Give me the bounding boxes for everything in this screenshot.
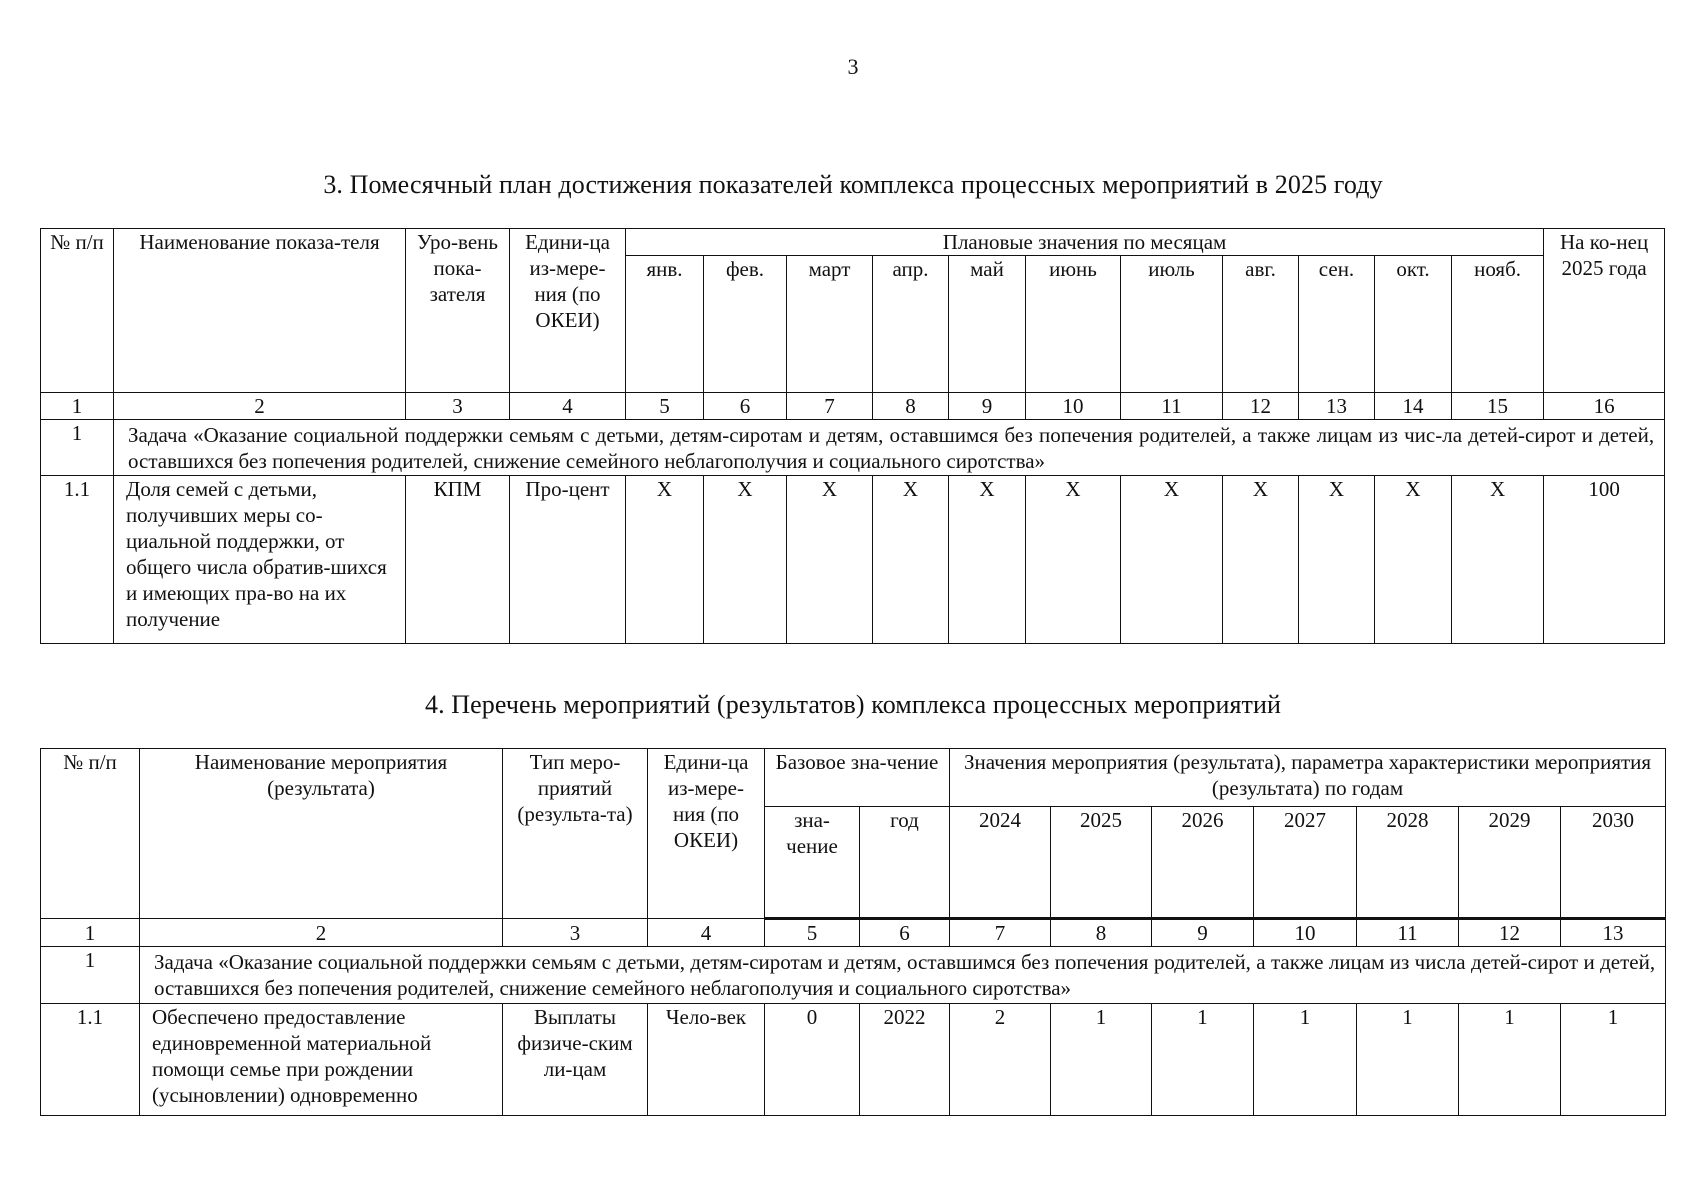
monthly-value: X [1299,476,1375,644]
header-month: окт. [1375,256,1452,393]
column-number: 9 [1152,919,1254,947]
header-row-top [41,749,1666,807]
task-row [41,947,1666,1004]
column-number: 12 [1459,919,1561,947]
header-year: 2030 [1561,807,1666,919]
header-month: сен. [1299,256,1375,393]
column-number: 1 [41,393,114,420]
column-number: 12 [1223,393,1299,420]
column-number: 2 [140,919,503,947]
monthly-value: X [787,476,873,644]
column-number: 9 [949,393,1026,420]
task-text: Задача «Оказание социальной поддержки семьям с детьми, детям-сиротам и детям, оставшимся без попечения родителей, а также лицам из чис-ла детей-сирот и детей, оставшихся без попечения родителей, снижение семейного неблагополучия и социального сиротства» [114,420,1665,476]
monthly-value: X [1026,476,1121,644]
column-number: 2 [114,393,406,420]
header-year: 2026 [1152,807,1254,919]
header-year: 2028 [1357,807,1459,919]
monthly-value: X [1375,476,1452,644]
column-number: 15 [1452,393,1544,420]
column-number: 11 [1121,393,1223,420]
header-month: июнь [1026,256,1121,393]
year-value: 1 [1357,1004,1459,1116]
year-value: 1 [1561,1004,1666,1116]
header-row-top [41,229,1665,256]
column-number: 7 [950,919,1051,947]
header-year: 2024 [950,807,1051,919]
column-number: 7 [787,393,873,420]
task-text: Задача «Оказание социальной поддержки семьям с детьми, детям-сиротам и детям, оставшимся без попечения родителей, а также лицам из числа детей-сирот и детей, оставшихся без попечения родителей, снижение семейного неблагополучия и социального сиротства» [140,947,1666,1004]
header-month: авг. [1223,256,1299,393]
task-row [41,420,1665,476]
column-number: 13 [1561,919,1666,947]
header-month: янв. [626,256,704,393]
year-value: 1 [1152,1004,1254,1116]
indicator-level: КПМ [406,476,510,644]
task-number: 1 [41,947,140,1004]
header-month: май [949,256,1026,393]
column-number: 8 [873,393,949,420]
activities-table [40,748,1666,1116]
header-end-of-year: На ко-нец 2025 года [1544,229,1665,393]
header-month: фев. [704,256,787,393]
indicator-unit: Про-цент [510,476,626,644]
column-number: 10 [1026,393,1121,420]
header-year: 2025 [1051,807,1152,919]
page-number: 3 [847,54,859,79]
section-4-title: 4. Перечень мероприятий (результатов) комплекса процессных мероприятий [424,690,1282,719]
monthly-value: X [704,476,787,644]
indicator-row [41,476,1665,644]
header-month: нояб. [1452,256,1544,393]
column-number-row [41,919,1666,947]
column-number: 5 [626,393,704,420]
column-number: 13 [1299,393,1375,420]
header-indicator-name: Наименование показа-теля [114,229,406,393]
row-number: 1.1 [41,1004,140,1116]
end-of-year-value: 100 [1544,476,1665,644]
section-3-title: 3. Помесячный план достижения показателей комплекса процессных мероприятий в 2025 году [323,170,1383,199]
base-value: 0 [765,1004,860,1116]
column-number: 10 [1254,919,1357,947]
header-planned-values: Плановые значения по месяцам [626,229,1544,256]
year-value: 1 [1051,1004,1152,1116]
column-number: 3 [406,393,510,420]
column-number: 4 [648,919,765,947]
base-year: 2022 [860,1004,950,1116]
monthly-value: X [949,476,1026,644]
column-number: 14 [1375,393,1452,420]
header-num: № п/п [41,229,114,393]
header-unit: Едини-ца из-мере-ния (по ОКЕИ) [648,749,765,919]
task-number: 1 [41,420,114,476]
header-month: апр. [873,256,949,393]
activity-unit: Чело-век [648,1004,765,1116]
activity-name: Обеспечено предоставление единовременной материальной помощи семье при рождении (усыновлении) одновременно [140,1004,503,1116]
header-base-value-value: зна-чение [765,807,860,919]
column-number-row [41,393,1665,420]
monthly-plan-table [40,228,1665,644]
monthly-value: X [873,476,949,644]
year-value: 1 [1459,1004,1561,1116]
header-activity-name: Наименование мероприятия (результата) [140,749,503,919]
header-activity-type: Тип меро-приятий (результа-та) [503,749,648,919]
row-number: 1.1 [41,476,114,644]
column-number: 8 [1051,919,1152,947]
activity-row [41,1004,1666,1116]
header-month: март [787,256,873,393]
monthly-value: X [1452,476,1544,644]
column-number: 5 [765,919,860,947]
year-value: 2 [950,1004,1051,1116]
monthly-value: X [626,476,704,644]
column-number: 6 [704,393,787,420]
header-base-value-year: год [860,807,950,919]
column-number: 16 [1544,393,1665,420]
header-year: 2027 [1254,807,1357,919]
header-unit: Едини-ца из-мере-ния (по ОКЕИ) [510,229,626,393]
header-values-by-year: Значения мероприятия (результата), параметра характеристики мероприятия (результата) по годам [950,749,1666,807]
monthly-value: X [1121,476,1223,644]
column-number: 1 [41,919,140,947]
header-base-value: Базовое зна-чение [765,749,950,807]
column-number: 6 [860,919,950,947]
column-number: 11 [1357,919,1459,947]
header-year: 2029 [1459,807,1561,919]
year-value: 1 [1254,1004,1357,1116]
column-number: 4 [510,393,626,420]
monthly-value: X [1223,476,1299,644]
indicator-name: Доля семей с детьми, получивших меры со-циальной поддержки, от общего числа обратив-шихся и имеющих пра-во на их получение [114,476,406,644]
header-num: № п/п [41,749,140,919]
activity-type: Выплаты физиче-ским ли-цам [503,1004,648,1116]
header-indicator-level: Уро-вень пока-зателя [406,229,510,393]
column-number: 3 [503,919,648,947]
header-month: июль [1121,256,1223,393]
